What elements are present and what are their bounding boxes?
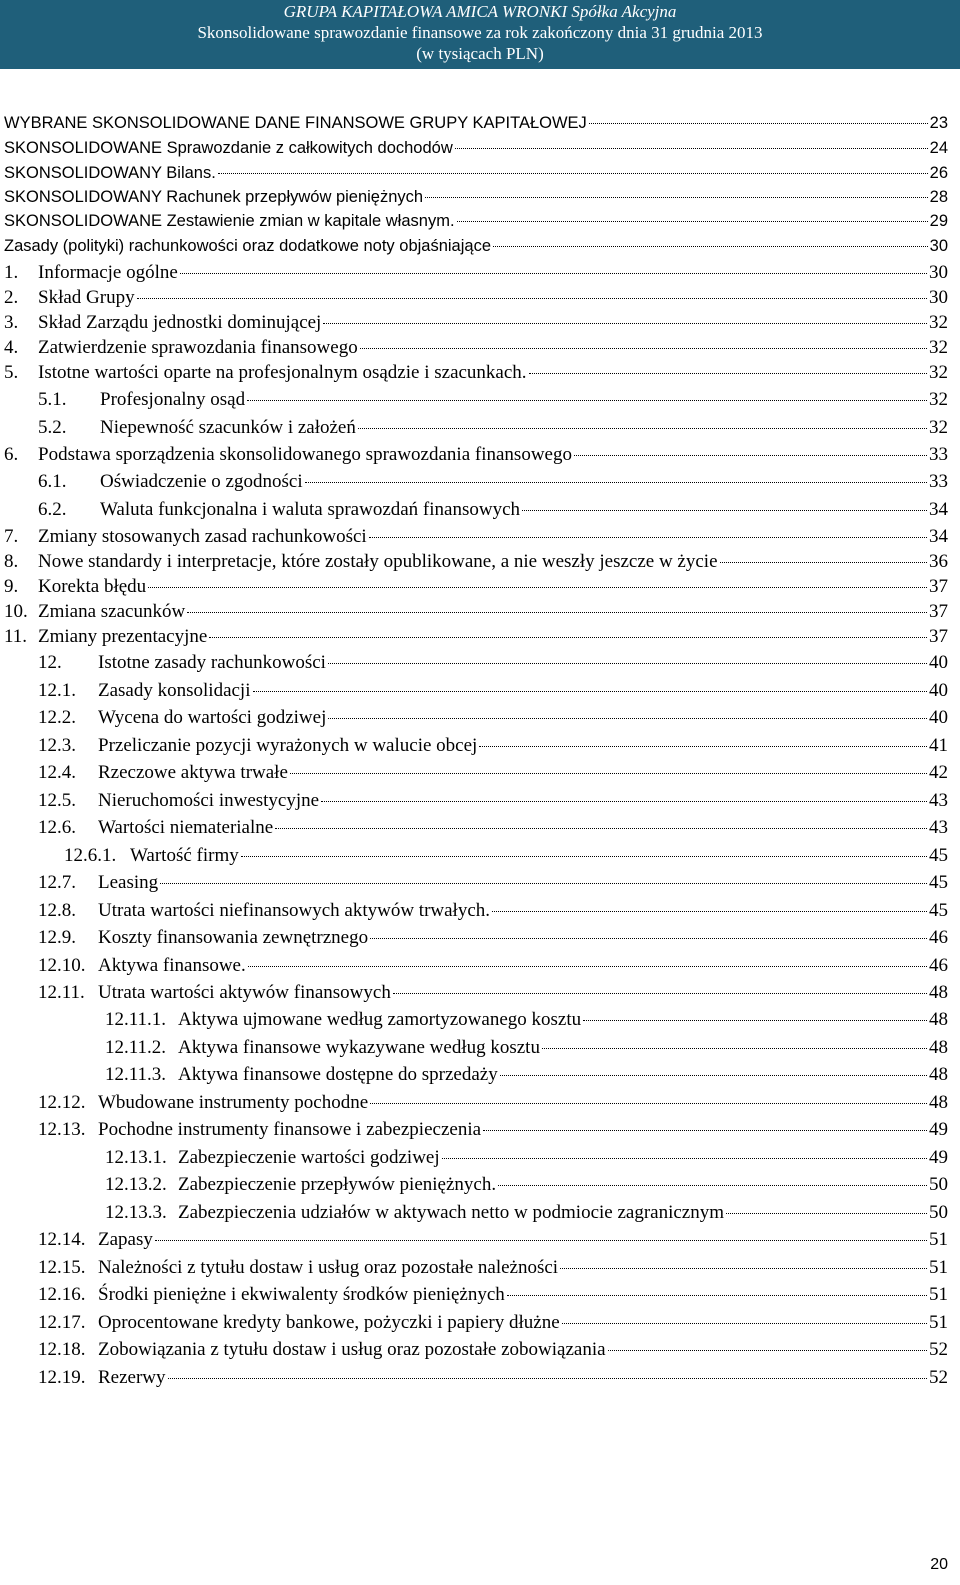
toc-entry-title: Wbudowane instrumenty pochodne: [98, 1092, 369, 1113]
toc-entry[interactable]: [0, 471, 948, 493]
company-name: GRUPA KAPITAŁOWA AMICA WRONKI Spółka Akcyjna: [283, 2, 677, 21]
toc-entry-number: 12.19.: [38, 1367, 86, 1388]
toc-entry-page: 51: [929, 1257, 948, 1278]
toc-entry-number: 2.: [4, 287, 19, 308]
toc-entry-title: Wycena do wartości godziwej: [98, 707, 327, 728]
toc-entry-title: Aktywa ujmowane według zamortyzowanego kosztu: [178, 1009, 582, 1030]
toc-entry-page: 40: [929, 680, 948, 701]
toc-entry[interactable]: [0, 1257, 948, 1279]
toc-entry[interactable]: [0, 576, 948, 598]
toc-entry[interactable]: [0, 1037, 948, 1059]
dot-leader: [275, 828, 927, 829]
toc-entry[interactable]: [0, 337, 948, 359]
toc-entry-title: Zabezpieczenie przepływów pieniężnych.: [178, 1174, 497, 1195]
toc-entry-title: Środki pieniężne i ekwiwalenty środków pieniężnych: [98, 1284, 505, 1305]
dot-leader: [247, 400, 927, 401]
toc-entry-number: 3.: [4, 312, 19, 333]
toc-entry-number: 12.14.: [38, 1229, 86, 1250]
toc-entry-title: Podstawa sporządzenia skonsolidowanego sprawozdania finansowego: [38, 444, 572, 465]
toc-entry-page: 48: [929, 1092, 948, 1113]
toc-entry-title: Nieruchomości inwestycyjne: [98, 790, 320, 811]
toc-entry-page: 37: [929, 576, 948, 597]
toc-entry[interactable]: [0, 817, 948, 839]
toc-entry-title: Informacje ogólne: [38, 262, 178, 283]
toc-entry-page: 33: [929, 471, 948, 492]
toc-entry-title: Aktywa finansowe.: [98, 955, 246, 976]
toc-entry-page: 23: [929, 114, 948, 132]
toc-entry-page: 52: [929, 1367, 948, 1388]
toc-entry-number: 11.: [4, 626, 28, 647]
toc-entry-title: Istotne zasady rachunkowości: [98, 652, 326, 673]
toc-entry-title: Zabezpieczenia udziałów w aktywach netto w podmiocie zagranicznym: [178, 1202, 725, 1223]
toc-entry-page: 32: [929, 337, 948, 358]
toc-entry-number: 12.8.: [38, 900, 76, 921]
dot-leader: [370, 1103, 927, 1104]
toc-entry[interactable]: [0, 982, 948, 1004]
toc-entry[interactable]: [0, 287, 948, 309]
toc-entry[interactable]: [0, 707, 948, 729]
toc-entry-title: Oświadczenie o zgodności: [100, 471, 303, 492]
dot-leader: [608, 1350, 927, 1351]
dot-leader: [498, 1185, 927, 1186]
toc-entry-number: 12.2.: [38, 707, 76, 728]
dot-leader: [180, 273, 927, 274]
toc-entry-page: 26: [929, 164, 948, 182]
toc-entry-page: 30: [929, 237, 948, 255]
dot-leader: [218, 173, 928, 174]
dot-leader: [360, 348, 927, 349]
toc-entry-title: Koszty finansowania zewnętrznego: [98, 927, 369, 948]
toc-entry-number: 6.2.: [38, 499, 67, 520]
toc-entry-page: 48: [929, 1009, 948, 1030]
toc-entry-title: Skład Grupy: [38, 287, 135, 308]
toc-entry-number: 12.18.: [38, 1339, 86, 1360]
dot-leader: [148, 587, 927, 588]
dot-leader: [560, 1268, 927, 1269]
toc-entry-page: 32: [929, 312, 948, 333]
toc-entry-number: 12.11.: [38, 982, 85, 1003]
toc-entry-title: Zatwierdzenie sprawozdania finansowego: [38, 337, 358, 358]
toc-entry[interactable]: [0, 652, 948, 674]
toc-entry-page: 32: [929, 389, 948, 410]
report-title: Skonsolidowane sprawozdanie finansowe za rok zakończony dnia 31 grudnia 2013: [197, 23, 763, 42]
toc-entry[interactable]: [0, 626, 948, 648]
toc-entry-title: Przeliczanie pozycji wyrażonych w walucie obcej: [98, 735, 478, 756]
toc-entry-page: 40: [929, 652, 948, 673]
toc-entry-number: 9.: [4, 576, 19, 597]
dot-leader: [542, 1048, 927, 1049]
toc-entry-title: Istotne wartości oparte na profesjonalnym osądzie i szacunkach.: [38, 362, 527, 383]
toc-entry-page: 43: [929, 790, 948, 811]
toc-entry[interactable]: [0, 1284, 948, 1306]
document-header: [0, 0, 960, 69]
toc-entry[interactable]: [0, 212, 948, 231]
toc-entry-page: 51: [929, 1312, 948, 1333]
toc-entry[interactable]: [0, 526, 948, 548]
toc-entry-title: Nowe standardy i interpretacje, które zostały opublikowane, a nie weszły jeszcze w życie: [38, 551, 718, 572]
toc-entry-page: 24: [929, 139, 948, 157]
toc-entry[interactable]: [0, 444, 948, 466]
toc-entry[interactable]: [0, 362, 948, 384]
toc-entry-number: 12.7.: [38, 872, 76, 893]
toc-entry-page: 45: [929, 845, 948, 866]
toc-entry[interactable]: [0, 1064, 948, 1086]
toc-entry[interactable]: [0, 237, 948, 256]
toc-entry[interactable]: [0, 417, 948, 439]
toc-entry-number: 12.17.: [38, 1312, 86, 1333]
toc-entry[interactable]: [0, 1174, 948, 1196]
dot-leader: [562, 1323, 927, 1324]
dot-leader: [328, 718, 927, 719]
toc-entry[interactable]: [0, 762, 948, 784]
dot-leader: [507, 1295, 927, 1296]
dot-leader: [455, 148, 928, 149]
toc-entry-page: 32: [929, 362, 948, 383]
toc-entry[interactable]: [0, 1092, 948, 1114]
dot-leader: [479, 746, 927, 747]
page-number: 20: [930, 1556, 948, 1573]
toc-entry-number: 12.6.: [38, 817, 76, 838]
toc-entry-title: Pochodne instrumenty finansowe i zabezpieczenia: [98, 1119, 482, 1140]
toc-entry-title: Utrata wartości niefinansowych aktywów trwałych.: [98, 900, 491, 921]
toc-entry-title: Zapasy: [98, 1229, 153, 1250]
toc-entry-title: Rezerwy: [98, 1367, 166, 1388]
toc-entry-page: 36: [929, 551, 948, 572]
toc-entry-page: 37: [929, 601, 948, 622]
toc-entry[interactable]: [0, 790, 948, 812]
toc-entry-number: 12.11.1.: [105, 1009, 167, 1030]
toc-entry-number: 1.: [4, 262, 19, 283]
toc-entry-page: 51: [929, 1229, 948, 1250]
dot-leader: [290, 773, 927, 774]
dot-leader: [305, 482, 927, 483]
toc-entry-number: 5.1.: [38, 389, 67, 410]
dot-leader: [321, 801, 927, 802]
table-of-contents: [0, 114, 960, 1554]
toc-entry[interactable]: [0, 499, 948, 521]
toc-entry[interactable]: [0, 845, 948, 867]
toc-entry-number: 12.13.: [38, 1119, 86, 1140]
toc-entry-number: 12.13.2.: [105, 1174, 167, 1195]
toc-entry[interactable]: [0, 188, 948, 207]
dot-leader: [160, 883, 927, 884]
toc-entry-title: Zasady konsolidacji: [98, 680, 251, 701]
toc-entry-page: 49: [929, 1147, 948, 1168]
toc-entry-title: Należności z tytułu dostaw i usług oraz pozostałe należności: [98, 1257, 559, 1278]
currency-note: (w tysiącach PLN): [416, 44, 544, 63]
toc-entry[interactable]: [0, 601, 948, 623]
dot-leader: [328, 663, 927, 664]
toc-entry[interactable]: [0, 551, 948, 573]
toc-entry-title: Zmiana szacunków: [38, 601, 186, 622]
dot-leader: [726, 1213, 927, 1214]
toc-entry-number: 12.12.: [38, 1092, 86, 1113]
toc-entry[interactable]: [0, 389, 948, 411]
toc-entry[interactable]: [0, 139, 948, 158]
toc-entry[interactable]: [0, 114, 948, 133]
toc-entry-page: 30: [929, 262, 948, 283]
toc-entry-title: SKONSOLIDOWANE Zestawienie zmian w kapitale własnym.: [4, 212, 455, 230]
dot-leader: [241, 856, 927, 857]
dot-leader: [155, 1240, 927, 1241]
toc-entry[interactable]: [0, 1367, 948, 1389]
toc-entry-number: 12.16.: [38, 1284, 86, 1305]
toc-entry-page: 48: [929, 1064, 948, 1085]
toc-entry-title: Wartość firmy: [130, 845, 239, 866]
toc-entry-number: 10.: [4, 601, 28, 622]
dot-leader: [483, 1130, 927, 1131]
toc-entry-page: 30: [929, 287, 948, 308]
toc-entry-title: Leasing: [98, 872, 159, 893]
dot-leader: [253, 691, 928, 692]
toc-entry[interactable]: [0, 262, 948, 284]
toc-entry-page: 40: [929, 707, 948, 728]
toc-entry-number: 12.3.: [38, 735, 76, 756]
toc-entry-page: 42: [929, 762, 948, 783]
toc-entry-page: 45: [929, 900, 948, 921]
dot-leader: [369, 537, 927, 538]
toc-entry-number: 4.: [4, 337, 19, 358]
toc-entry-number: 12.4.: [38, 762, 76, 783]
toc-entry-number: 12.15.: [38, 1257, 86, 1278]
dot-leader: [500, 1075, 927, 1076]
toc-entry-number: 12.6.1.: [64, 845, 117, 866]
toc-entry-page: 46: [929, 927, 948, 948]
toc-entry-number: 12.: [38, 652, 62, 673]
dot-leader: [522, 510, 927, 511]
toc-entry[interactable]: [0, 1119, 948, 1141]
toc-entry-number: 8.: [4, 551, 19, 572]
dot-leader: [492, 911, 927, 912]
toc-entry-page: 52: [929, 1339, 948, 1360]
toc-entry-number: 5.: [4, 362, 19, 383]
dot-leader: [248, 966, 927, 967]
toc-entry-number: 12.1.: [38, 680, 76, 701]
toc-entry-title: Oprocentowane kredyty bankowe, pożyczki i papiery dłużne: [98, 1312, 560, 1333]
dot-leader: [393, 993, 927, 994]
dot-leader: [358, 428, 927, 429]
toc-entry-title: SKONSOLIDOWANY Bilans.: [4, 164, 216, 182]
toc-entry-page: 50: [929, 1202, 948, 1223]
toc-entry-page: 34: [929, 526, 948, 547]
toc-entry[interactable]: [0, 1312, 948, 1334]
toc-entry-page: 32: [929, 417, 948, 438]
toc-entry[interactable]: [0, 1339, 948, 1361]
toc-entry-title: Zasady (polityki) rachunkowości oraz dodatkowe noty objaśniające: [4, 237, 491, 255]
toc-entry-page: 28: [929, 188, 948, 206]
toc-entry[interactable]: [0, 735, 948, 757]
toc-entry-number: 12.13.1.: [105, 1147, 167, 1168]
toc-entry[interactable]: [0, 680, 948, 702]
toc-entry-page: 33: [929, 444, 948, 465]
toc-entry[interactable]: [0, 164, 948, 183]
toc-entry[interactable]: [0, 1009, 948, 1031]
toc-entry-number: 12.13.3.: [105, 1202, 167, 1223]
dot-leader: [529, 373, 927, 374]
toc-entry-page: 48: [929, 982, 948, 1003]
toc-entry-number: 6.1.: [38, 471, 67, 492]
toc-entry-page: 46: [929, 955, 948, 976]
toc-entry-number: 12.5.: [38, 790, 76, 811]
toc-entry-title: Niepewność szacunków i założeń: [100, 417, 356, 438]
dot-leader: [370, 938, 927, 939]
toc-entry-title: Profesjonalny osąd: [100, 389, 246, 410]
toc-entry-number: 12.9.: [38, 927, 76, 948]
toc-entry-number: 12.11.2.: [105, 1037, 167, 1058]
toc-entry[interactable]: [0, 900, 948, 922]
dot-leader: [720, 562, 927, 563]
toc-entry-page: 34: [929, 499, 948, 520]
toc-entry-title: Wartości niematerialne: [98, 817, 274, 838]
toc-entry[interactable]: [0, 312, 948, 334]
toc-entry-title: Zabezpieczenie wartości godziwej: [178, 1147, 440, 1168]
toc-entry-title: Zmiany stosowanych zasad rachunkowości: [38, 526, 367, 547]
toc-entry-title: Zmiany prezentacyjne: [38, 626, 208, 647]
toc-entry[interactable]: [0, 1147, 948, 1169]
toc-entry-title: Skład Zarządu jednostki dominującej: [38, 312, 322, 333]
dot-leader: [425, 197, 928, 198]
dot-leader: [589, 123, 928, 124]
toc-entry-title: Aktywa finansowe dostępne do sprzedaży: [178, 1064, 498, 1085]
toc-entry-title: SKONSOLIDOWANY Rachunek przepływów pieniężnych: [4, 188, 424, 206]
toc-entry-page: 45: [929, 872, 948, 893]
toc-entry-page: 51: [929, 1284, 948, 1305]
dot-leader: [168, 1378, 927, 1379]
toc-entry-title: Aktywa finansowe wykazywane według kosztu: [178, 1037, 540, 1058]
dot-leader: [574, 455, 927, 456]
dot-leader: [187, 612, 927, 613]
toc-entry[interactable]: [0, 1202, 948, 1224]
toc-entry-number: 5.2.: [38, 417, 67, 438]
toc-entry[interactable]: [0, 1229, 948, 1251]
toc-entry-page: 49: [929, 1119, 948, 1140]
toc-entry-title: Korekta błędu: [38, 576, 147, 597]
dot-leader: [442, 1158, 927, 1159]
toc-entry-number: 6.: [4, 444, 19, 465]
toc-entry-page: 48: [929, 1037, 948, 1058]
toc-entry-title: WYBRANE SKONSOLIDOWANE DANE FINANSOWE GRUPY KAPITAŁOWEJ: [4, 114, 587, 132]
toc-entry[interactable]: [0, 872, 948, 894]
toc-entry-page: 41: [929, 735, 948, 756]
toc-entry-page: 29: [929, 212, 948, 230]
toc-entry-title: Zobowiązania z tytułu dostaw i usług oraz pozostałe zobowiązania: [98, 1339, 606, 1360]
toc-entry-number: 12.10.: [38, 955, 86, 976]
toc-entry-title: SKONSOLIDOWANE Sprawozdanie z całkowitych dochodów: [4, 139, 453, 157]
toc-entry-page: 50: [929, 1174, 948, 1195]
dot-leader: [209, 637, 927, 638]
dot-leader: [583, 1020, 927, 1021]
toc-entry-page: 37: [929, 626, 948, 647]
dot-leader: [493, 246, 928, 247]
toc-entry-title: Rzeczowe aktywa trwałe: [98, 762, 288, 783]
toc-entry[interactable]: [0, 927, 948, 949]
toc-entry-number: 7.: [4, 526, 19, 547]
toc-entry-title: Utrata wartości aktywów finansowych: [98, 982, 391, 1003]
toc-entry-page: 43: [929, 817, 948, 838]
dot-leader: [457, 221, 928, 222]
dot-leader: [323, 323, 927, 324]
toc-entry-title: Waluta funkcjonalna i waluta sprawozdań finansowych: [100, 499, 521, 520]
dot-leader: [137, 298, 927, 299]
toc-entry[interactable]: [0, 955, 948, 977]
toc-entry-number: 12.11.3.: [105, 1064, 167, 1085]
